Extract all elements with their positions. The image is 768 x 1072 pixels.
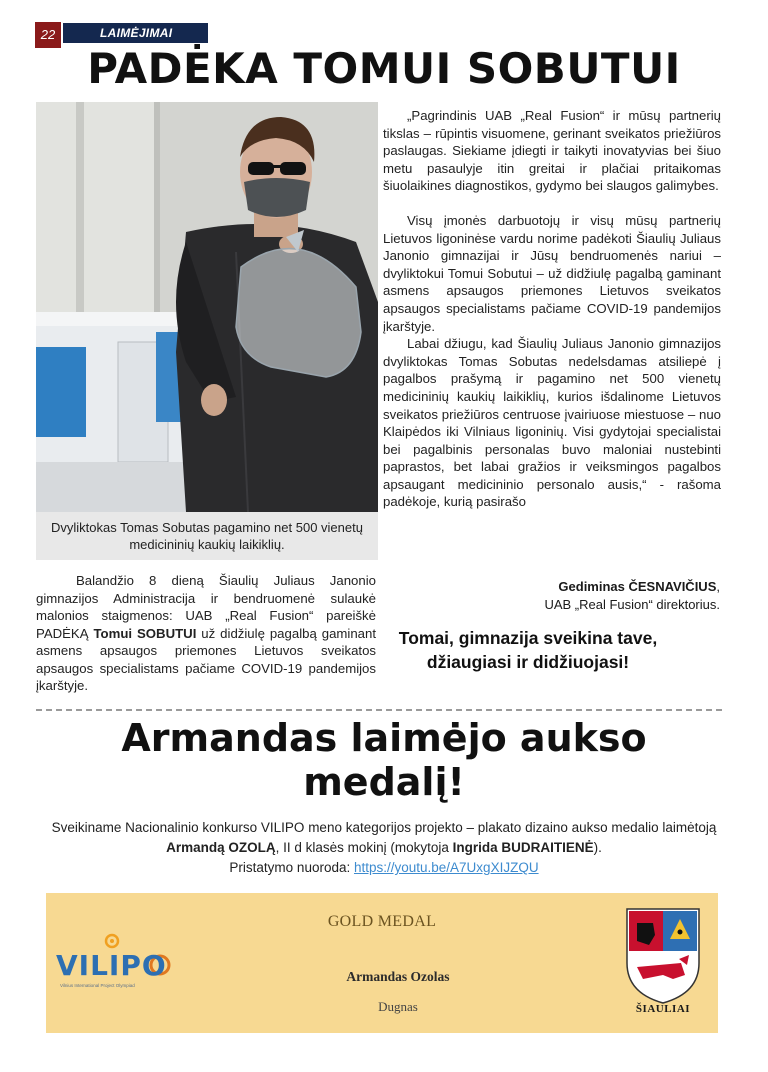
intro-text-1: Sveikiname Nacionalinio konkurso VILIPO meno kategorijos projekto – plakato dizaino aukso medalio laimėtoją <box>51 820 717 835</box>
quote-paragraph-3: Labai džiugu, kad Šiaulių Juliaus Janonio gimnazijos dvyliktokas Tomas Sobutas nedelsdamas atsiliepė į pagalbos prašymą ir pagamino net 500 vienetų medicininių kaukių laikiklių, kurios išdalinome Lietuvos sveikatos priežiūros centruose įvairiuose miestuose – nuo Klaipėdos iki Vilniaus ligoninių. Visi gydytojai specialistai bei pagalbinis personalas buvo maloniai nustebinti paprastos, bet labai gražios ir veiksmingos pagalbos apsaugant medicininio personalo ausis,“ - rašoma padėkoje, kurią pasirašo <box>383 336 721 510</box>
lead-student-name: Tomui SOBUTUI <box>93 625 197 641</box>
section-label: LAIMĖJIMAI <box>63 23 208 43</box>
medal-label: GOLD MEDAL <box>327 913 437 930</box>
link-label: Pristatymo nuoroda: <box>229 860 354 875</box>
banner-winner: Armandas Ozolas <box>346 969 450 984</box>
article-quote <box>383 107 721 511</box>
second-article-intro <box>40 818 728 878</box>
banner-work-title: Dugnas <box>378 999 418 1014</box>
signature-comma: , <box>716 579 720 594</box>
vilipo-logo-subtitle: Vilnius International Project Olympiad <box>60 983 135 988</box>
teacher-name: Ingrida BUDRAITIENĖ <box>452 840 594 855</box>
article-lead <box>36 572 376 695</box>
quote-paragraph-2: Visų įmonės darbuotojų ir visų mūsų partnerių Lietuvos ligoninėse vardu norime padėkoti Šiaulių Juliaus Janonio gimnazijai ir Jūsų bendruomenės nariui – dvyliktokui Tomui Sobutui – už didžiulę pagalbą gaminant asmens apsaugos priemones Lietuvos sveikatos apsaugos specialistams pačiame COVID-19 pandemijos įkarštyje. <box>383 212 721 334</box>
signature-name: Gediminas ČESNAVIČIUS <box>558 579 717 594</box>
lead-text-2: už didžiulę pagalbą gaminant asmens apsaugos priemones Lietuvos sveikatos apsaugos specialistams pačiame COVID-19 pandemijos įkarštyje. <box>36 625 376 693</box>
congratulations-text: Tomai, gimnazija sveikina tave, džiaugiasi ir didžiuojasi! <box>398 628 658 672</box>
article-title: PADĖKA TOMUI SOBUTUI <box>87 44 681 93</box>
vilipo-logo-text: VILIPO <box>56 949 167 982</box>
siauliai-crest-icon <box>623 905 703 1013</box>
signature-block <box>383 578 720 614</box>
intro-text-2: , II d klasės mokinį (mokytoja <box>275 840 453 855</box>
winner-name: Armandą OZOLĄ <box>166 840 276 855</box>
photo-caption: Dvyliktokas Tomas Sobutas pagamino net 500 vienetų medicininių kaukių laikiklių. <box>36 512 378 560</box>
gold-medal-banner <box>46 893 718 1033</box>
second-article-title <box>0 716 768 804</box>
student-photo <box>36 102 378 512</box>
headline-line-1: Armandas laimėjo aukso <box>121 716 647 760</box>
city-name: ŠIAULIAI <box>635 1003 691 1015</box>
intro-text-3: ). <box>593 840 602 855</box>
quote-paragraph-1: „Pagrindinis UAB „Real Fusion“ ir mūsų partnerių tikslas – rūpintis visuomene, gerinant sveikatos priežiūros paslaugas. Siekiame įdiegti ir taikyti inovatyvias bei šiuo metu pasaulyje itin greitai ir plačiai pritaikomas šiuolaikines diagnostikos, gydymo bei slaugos galimybes. <box>383 108 721 194</box>
signature-role: UAB „Real Fusion“ direktorius. <box>544 597 720 612</box>
lead-text-1: Balandžio 8 dieną Šiaulių Juliaus Janonio gimnazijos Administracija ir bendruomenė sulaukė malonios staigmenos: UAB „Real Fusion“ pareiškė PADĖKĄ <box>36 573 376 641</box>
presentation-link[interactable]: https://youtu.be/A7UxgXIJZQU <box>353 860 539 875</box>
page-number: 22 <box>35 22 61 48</box>
section-divider <box>36 709 722 711</box>
headline-line-2: medalį! <box>303 760 465 804</box>
